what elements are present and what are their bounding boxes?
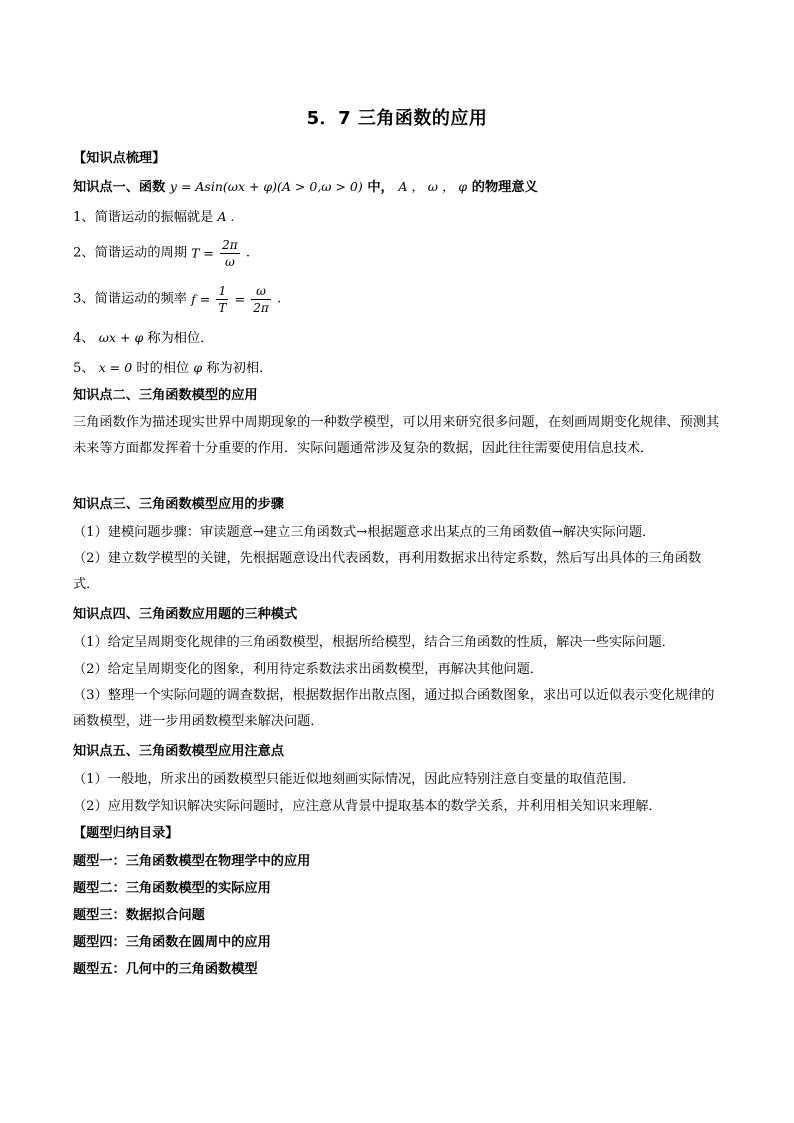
item-3-numerator-2: ω [251, 283, 271, 300]
toc-item: 题型二：三角函数模型的实际应用 [73, 881, 271, 896]
kp1-vars: A ， ω ， φ [398, 179, 468, 194]
kp4-heading: 知识点四、三角函数应用题的三种模式 [73, 607, 298, 622]
kp3-heading: 知识点三、三角函数模型应用的步骤 [73, 497, 284, 512]
kp1-formula: y = Asin(ωx + φ)(A > 0,ω > 0) [169, 179, 363, 194]
item-4 [73, 329, 723, 348]
toc-item: 题型三：数据拟合问题 [73, 908, 205, 923]
item-2-numerator: 2π [222, 238, 238, 252]
item-3-numerator-1: 1 [216, 283, 228, 300]
item-2-lhs: T = [191, 245, 214, 261]
item-4-expr: ωx + φ [98, 330, 144, 345]
item-3-fraction-2 [251, 283, 271, 316]
kp4-paragraph-1: （1）给定呈周期变化规律的三角函数模型，根据所给模型，结合三角函数的性质，解决一些实际问题． [73, 635, 675, 650]
toc-item: 题型四：三角函数在圆周中的应用 [73, 935, 271, 950]
item-3-lhs: f = [191, 291, 211, 307]
item-5-expr: x = 0 [98, 360, 133, 375]
item-5 [73, 359, 723, 378]
kp5-paragraph-1: （1）一般地，所求出的函数模型只能近似地刻画实际情况，因此应特别注意自变量的取值范围． [73, 772, 636, 787]
kp3-paragraph-2: （2）建立数学模型的关键，先根据题意设出代表函数，再利用数据求出待定系数，然后写出具体的三角函数式． [73, 551, 702, 592]
item-2 [73, 237, 723, 273]
kp4-paragraph-3: （3）整理一个实际问题的调查数据，根据数据作出散点图，通过拟合函数图象，求出可以近似表示变化规律的函数模型，进一步用函数模型来解决问题． [73, 688, 715, 729]
item-5-mid: 时的相位 [136, 361, 190, 376]
item-3-equals: = [234, 291, 246, 307]
page-title: 5．7 三角函数的应用 [306, 108, 488, 129]
item-5-text: 称为初相． [206, 361, 273, 376]
item-2-denominator: ω [224, 255, 235, 269]
item-3-end: . [277, 291, 282, 307]
kp1-heading [73, 178, 723, 197]
item-2-text: 2、简谐运动的周期 [73, 245, 187, 261]
kp4-paragraph-2: （2）给定呈周期变化的图象，利用待定系数法求出函数模型，再解决其他问题． [73, 662, 543, 677]
kp1-tail: 的物理意义 [471, 180, 538, 195]
item-2-end: . [245, 245, 251, 261]
item-3-fraction-1 [216, 283, 228, 316]
item-5-prefix: 5、 [73, 361, 95, 376]
toc-item: 题型五：几何中的三角函数模型 [73, 962, 258, 977]
item-1 [73, 208, 723, 227]
kp5-paragraph-2: （2）应用数学知识解决实际问题时，应注意从背景中提取基本的数学关系，并利用相关知识来理解． [73, 799, 662, 814]
item-5-var: φ [193, 360, 203, 375]
knowledge-heading: 【知识点梳理】 [73, 151, 166, 166]
toc-item: 题型一：三角函数模型在物理学中的应用 [73, 854, 311, 869]
kp2-body: 三角函数作为描述现实世界中周期现象的一种数学模型，可以用来研究很多问题，在刻画周期变化规律、预测其未来等方面都发挥着十分重要的作用．实际问题通常涉及复杂的数据，因此往往需要使用信息技术． [73, 415, 720, 456]
kp2-heading: 知识点二、三角函数模型的应用 [73, 388, 258, 403]
item-1-var: A . [217, 209, 235, 224]
kp1-prefix: 知识点一、函数 [73, 180, 166, 195]
item-1-text: 1、简谐运动的振幅就是 [73, 210, 214, 225]
item-3-text: 3、简谐运动的频率 [73, 291, 187, 307]
item-4-prefix: 4、 [73, 331, 95, 346]
item-3-denominator-2: 2π [253, 301, 269, 315]
item-2-fraction [220, 237, 240, 270]
kp1-suffix: 中， [367, 180, 394, 195]
item-4-text: 称为相位． [147, 331, 214, 346]
item-3 [73, 283, 723, 319]
kp3-paragraph-1: （1）建模问题步骤：审读题意→建立三角函数式→根据题意求出某点的三角函数值→解决实际问题． [73, 525, 656, 540]
toc-heading: 【题型归纳目录】 [73, 826, 179, 841]
item-3-denominator-1: T [218, 301, 227, 315]
kp5-heading: 知识点五、三角函数模型应用注意点 [73, 744, 284, 759]
